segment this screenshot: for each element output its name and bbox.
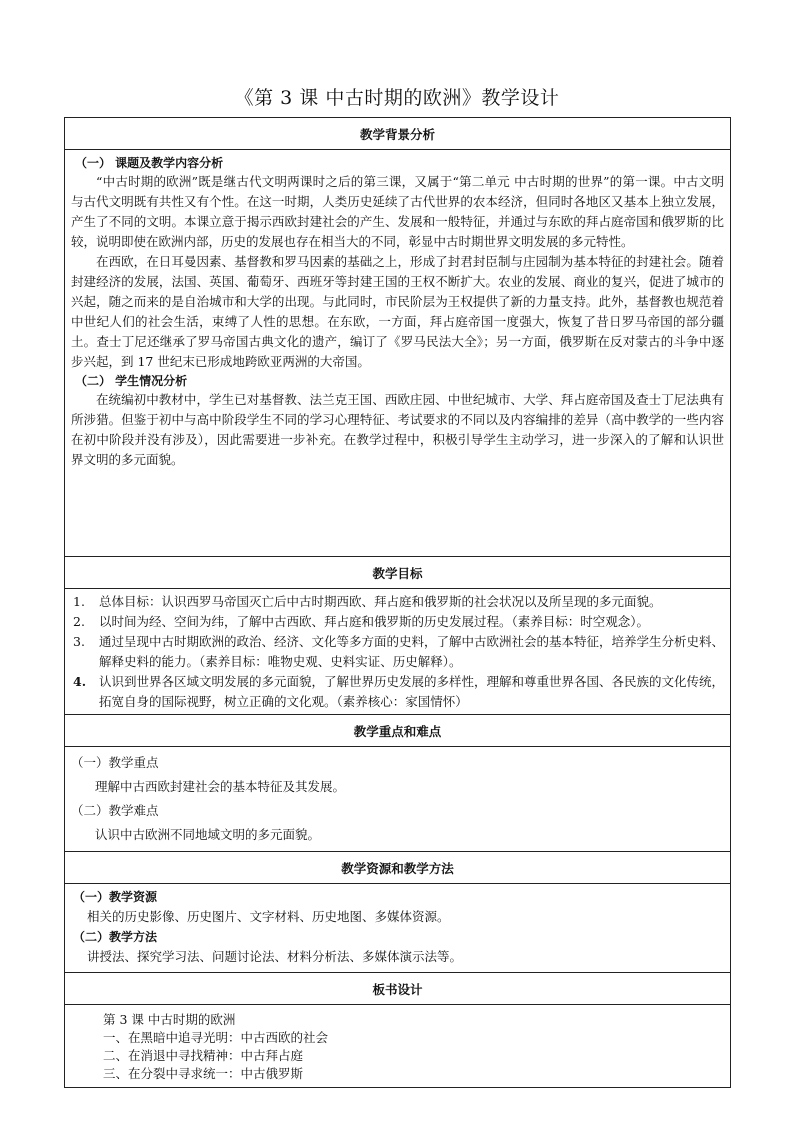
section-heading-board: 板书设计 (65, 973, 731, 1005)
objectives-section (65, 589, 731, 715)
background-section (65, 150, 731, 557)
objective-item (71, 592, 724, 612)
subheading-student-analysis: （二） 学生情况分析 (75, 374, 188, 388)
board-line: 一、在黑暗中追寻光明：中古西欧的社会 (103, 1030, 329, 1045)
subheading-difficulty: （二）教学难点 (71, 803, 159, 818)
paragraph-topic-2: 在西欧，在日耳曼因素、基督教和罗马因素的基础之上，形成了封君封臣制与庄园制为基本特征的封建社会。随着封建经济的发展，法国、英国、葡萄牙、西班牙等封建王国的王权不断扩大。农业的发展、商业的复兴，促进了城市的兴起，随之而来的是自治城市和大学的出现。与此同时，市民阶层为王权提供了新的力量支持。此外，基督教也规范着中世纪人们的社会生活，束缚了人性的思想。在东欧，一方面，拜占庭帝国一度强大，恢复了昔日罗马帝国的部分疆土。查士丁尼还继承了罗马帝国古典文化的遗产，编订了《罗马民法大全》；另一方面，俄罗斯在反对蒙古的斗争中逐步兴起，到 17 世纪末已形成地跨欧亚两洲的大帝国。 (71, 254, 724, 369)
resources-text: 相关的历史影像、历史图片、文字材料、历史地图、多媒体资源。 (87, 909, 450, 924)
section-heading-objectives: 教学目标 (65, 557, 731, 589)
objective-number: 1. (73, 594, 85, 609)
board-title: 第 3 课 中古时期的欧洲 (103, 1012, 236, 1027)
paragraph-topic-1: “中古时期的欧洲”既是继古代文明两课时之后的第三课，又属于“第二单元 中古时期的世界”的第一课。中古文明与古代文明既有共性又有个性。在这一时期，人类历史延续了古代世界的农本经济，但同时各地区又基本上独立发展，产生了不同的文明。本课立意于揭示西欧封建社会的产生、发展和一般特征，并通过与东欧的拜占庭帝国和俄罗斯的比较，说明即使在欧洲内部，历史的发展也存在相当大的不同，彰显中古时期世界文明发展的多元特性。 (71, 174, 724, 249)
objective-text: 认识到世界各区域文明发展的多元面貌，了解世界历史发展的多样性，理解和尊重世界各国、各民族的文化传统，拓宽自身的国际视野，树立正确的文化观。（素养核心：家国情怀） (99, 674, 725, 709)
subheading-key-point: （一）教学重点 (71, 755, 159, 770)
board-line: 二、在消退中寻找精神：中古拜占庭 (103, 1048, 304, 1063)
objective-item (71, 612, 724, 632)
methods-text: 讲授法、探究学习法、问题讨论法、材料分析法、多媒体演示法等。 (87, 949, 463, 964)
subheading-resources: （一）教学资源 (73, 890, 158, 904)
subheading-methods: （二）教学方法 (73, 930, 158, 944)
objective-number: 3. (73, 634, 85, 649)
objective-text: 以时间为经、空间为纬，了解中古西欧、拜占庭和俄罗斯的历史发展过程。（素养目标：时空观念）。 (99, 614, 650, 629)
objective-item (71, 632, 724, 672)
page-title: 《第 3 课 中古时期的欧洲》教学设计 (234, 87, 560, 109)
section-heading-keypoints: 教学重点和难点 (65, 715, 731, 747)
resources-section (65, 884, 731, 973)
objective-number: 4. (73, 674, 87, 689)
key-point-text: 理解中古西欧封建社会的基本特征及其发展。 (95, 779, 346, 794)
objective-item (71, 672, 724, 712)
objective-number: 2. (73, 614, 85, 629)
lesson-plan-table (64, 117, 731, 1088)
difficulty-text: 认识中古欧洲不同地域文明的多元面貌。 (95, 827, 321, 842)
subheading-topic-analysis: （一） 课题及教学内容分析 (75, 156, 224, 170)
objective-text: 总体目标：认识西罗马帝国灭亡后中古时期西欧、拜占庭和俄罗斯的社会状况以及所呈现的多元面貌。 (99, 594, 662, 609)
board-line: 三、在分裂中寻求统一：中古俄罗斯 (103, 1066, 304, 1081)
section-heading-background: 教学背景分析 (65, 118, 731, 150)
section-heading-resources: 教学资源和教学方法 (65, 852, 731, 884)
paragraph-student: 在统编初中教材中，学生已对基督教、法兰克王国、西欧庄园、中世纪城市、大学、拜占庭帝国及查士丁尼法典有所涉猎。但鉴于初中与高中阶段学生不同的学习心理特征、考试要求的不同以及内容编排的差异（高中教学的一些内容在初中阶段并没有涉及），因此需要进一步补充。在教学过程中，积极引导学生主动学习，进一步深入的了解和认识世界文明的多元面貌。 (71, 392, 724, 467)
board-section (65, 1005, 731, 1088)
keypoints-section (65, 747, 731, 852)
objective-text: 通过呈现中古时期欧洲的政治、经济、文化等多方面的史料，了解中古欧洲社会的基本特征，培养学生分析史料、解释史料的能力。（素养目标：唯物史观、史料实证、历史解释）。 (99, 634, 725, 669)
